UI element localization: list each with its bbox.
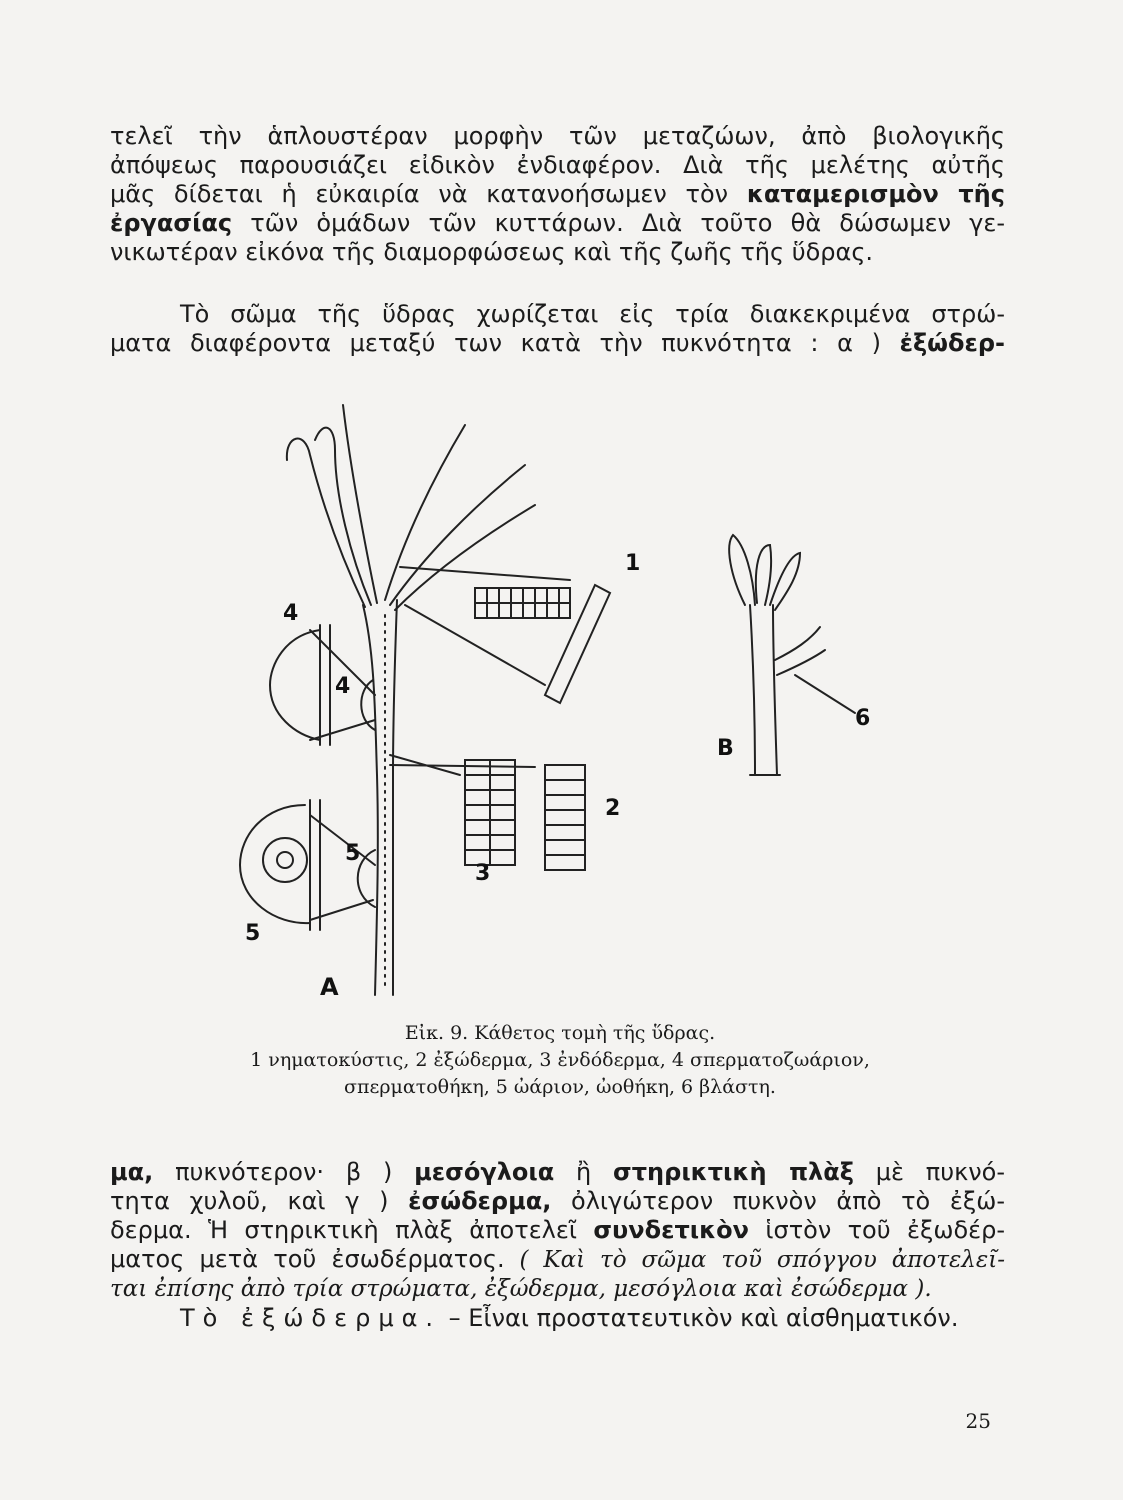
figure-label-6: 6	[855, 706, 871, 731]
bud-tentacle	[729, 535, 755, 605]
bold-term: μα,	[110, 1158, 154, 1186]
text-span: ἢ	[554, 1158, 614, 1186]
bold-term: συνδετικὸν	[593, 1216, 749, 1244]
second-paragraph	[110, 300, 1005, 358]
text-line: Τὸ σῶμα τῆς ὕδρας χωρίζεται εἰς τρία διακεκριμένα στρώ-	[180, 300, 1005, 328]
text-span: μὲ πυκνό-	[853, 1158, 1005, 1186]
text-span: πυκνότερον· β )	[153, 1158, 393, 1186]
figure-label-5: 5	[245, 921, 261, 946]
ovum-nucleus	[277, 852, 293, 868]
figure-label-1: 1	[625, 551, 641, 576]
figure-label-A: A	[320, 973, 339, 1001]
tentacle	[315, 428, 371, 605]
text-line	[110, 180, 1005, 209]
text-span: ὀλιγώτερον πυκνὸν ἀπὸ τὸ ἐξώ-	[551, 1187, 1006, 1215]
ovum	[263, 838, 307, 882]
cell-walls	[545, 780, 585, 855]
caption-line: σπερματοθήκη, 5 ὠάριον, ὠοθήκη, 6 βλάστη.	[344, 1076, 776, 1098]
tentacle	[343, 405, 377, 603]
top-paragraph	[110, 122, 1005, 267]
figure-label-B: B	[717, 736, 734, 761]
italic-text: ( Καὶ τὸ σῶμα τοῦ σπόγγου ἀποτελεῖ-	[504, 1247, 1005, 1273]
hydra-figure	[225, 395, 905, 1010]
cell-walls	[465, 760, 515, 865]
testis-detail	[270, 630, 320, 740]
tentacle	[395, 505, 535, 610]
text-line	[110, 1187, 1005, 1216]
text-span: τῶν ὁμάδων τῶν κυττάρων. Διὰ τοῦτο θὰ δώσωμεν γε-	[232, 209, 1005, 237]
bold-term: καταμερισμὸν τῆς	[746, 180, 1005, 208]
text-span: τητα χυλοῦ, καὶ γ )	[110, 1187, 389, 1215]
tentacle	[287, 439, 365, 607]
bud-branch	[775, 627, 825, 675]
bud-tentacle	[770, 553, 800, 610]
figure-label-4: 4	[335, 674, 351, 699]
text-span: – Εἶναι προστατευτικὸν καὶ αἰσθηματικόν.	[441, 1304, 959, 1332]
cell-walls	[475, 588, 570, 618]
leader-line	[390, 765, 535, 767]
bottom-paragraph	[110, 1158, 1005, 1333]
ovary-detail	[240, 805, 310, 923]
text-span: ματος μετὰ τοῦ ἐσωδέρματος.	[110, 1245, 505, 1273]
figure-label-2: 2	[605, 796, 621, 821]
caption-line: 1 νηματοκύστις, 2 ἐξώδερμα, 3 ἐνδόδερμα, 4 σπερματοζωάριον,	[250, 1049, 870, 1071]
text-line	[110, 1216, 1005, 1245]
text-line: ἀπόψεως παρουσιάζει εἰδικὸν ἐνδιαφέρον. Διὰ τῆς μελέτης αὐτῆς	[110, 151, 1005, 179]
hydra-body-inner	[393, 600, 397, 995]
figure-label-3: 3	[475, 861, 491, 886]
caption-title: Εἰκ. 9. Κάθετος τομὴ τῆς ὕδρας.	[404, 1022, 716, 1044]
leader-line	[400, 567, 570, 580]
text-span: ματα διαφέροντα μεταξύ των κατὰ τὴν πυκνότητα : α )	[110, 329, 881, 357]
bold-term: ἐσώδερμα,	[408, 1187, 552, 1215]
bud-hydra-body	[750, 605, 777, 775]
text-span: δερμα. Ἡ στηρικτικὴ πλὰξ ἀποτελεῖ	[110, 1216, 577, 1244]
text-line	[110, 209, 1005, 238]
bold-term: ἐργασίας	[110, 209, 233, 237]
bold-term: στηρικτικὴ πλὰξ	[613, 1158, 854, 1186]
bold-term: ἐξώδερ-	[899, 329, 1005, 357]
text-line	[110, 1158, 1005, 1187]
figure-label-4: 4	[283, 601, 299, 626]
text-line	[110, 1304, 1005, 1333]
text-line: νικωτέραν εἰκόνα τῆς διαμορφώσεως καὶ τῆς ζωῆς τῆς ὕδρας.	[110, 238, 874, 266]
page-number: 25	[965, 1409, 991, 1433]
bold-term: μεσόγλοια	[414, 1158, 555, 1186]
testis-wall	[320, 625, 330, 745]
tentacle	[385, 425, 465, 600]
text-span: μᾶς δίδεται ἡ εὐκαιρία νὰ κατανοήσωμεν τὸν	[110, 180, 729, 208]
spaced-heading: Τὸ ἐξώδερμα.	[180, 1304, 442, 1332]
figure-caption	[150, 1020, 970, 1101]
text-line: τελεῖ τὴν ἁπλουστέραν μορφὴν τῶν μεταζώων, ἀπὸ βιολογικῆς	[110, 122, 1005, 150]
figure-label-5: 5	[345, 841, 361, 866]
text-line	[110, 329, 1005, 358]
bud-tentacle	[756, 545, 771, 605]
text-line	[110, 1245, 1005, 1275]
italic-line: ται ἐπίσης ἀπὸ τρία στρώματα, ἐξώδερμα, μεσόγλοια καὶ ἐσώδερμα ).	[110, 1276, 932, 1302]
hydra-body	[363, 605, 378, 995]
tentacle	[390, 465, 525, 605]
leader-line	[795, 675, 855, 713]
text-span: ἱστὸν τοῦ ἐξωδέρ-	[749, 1216, 1006, 1244]
